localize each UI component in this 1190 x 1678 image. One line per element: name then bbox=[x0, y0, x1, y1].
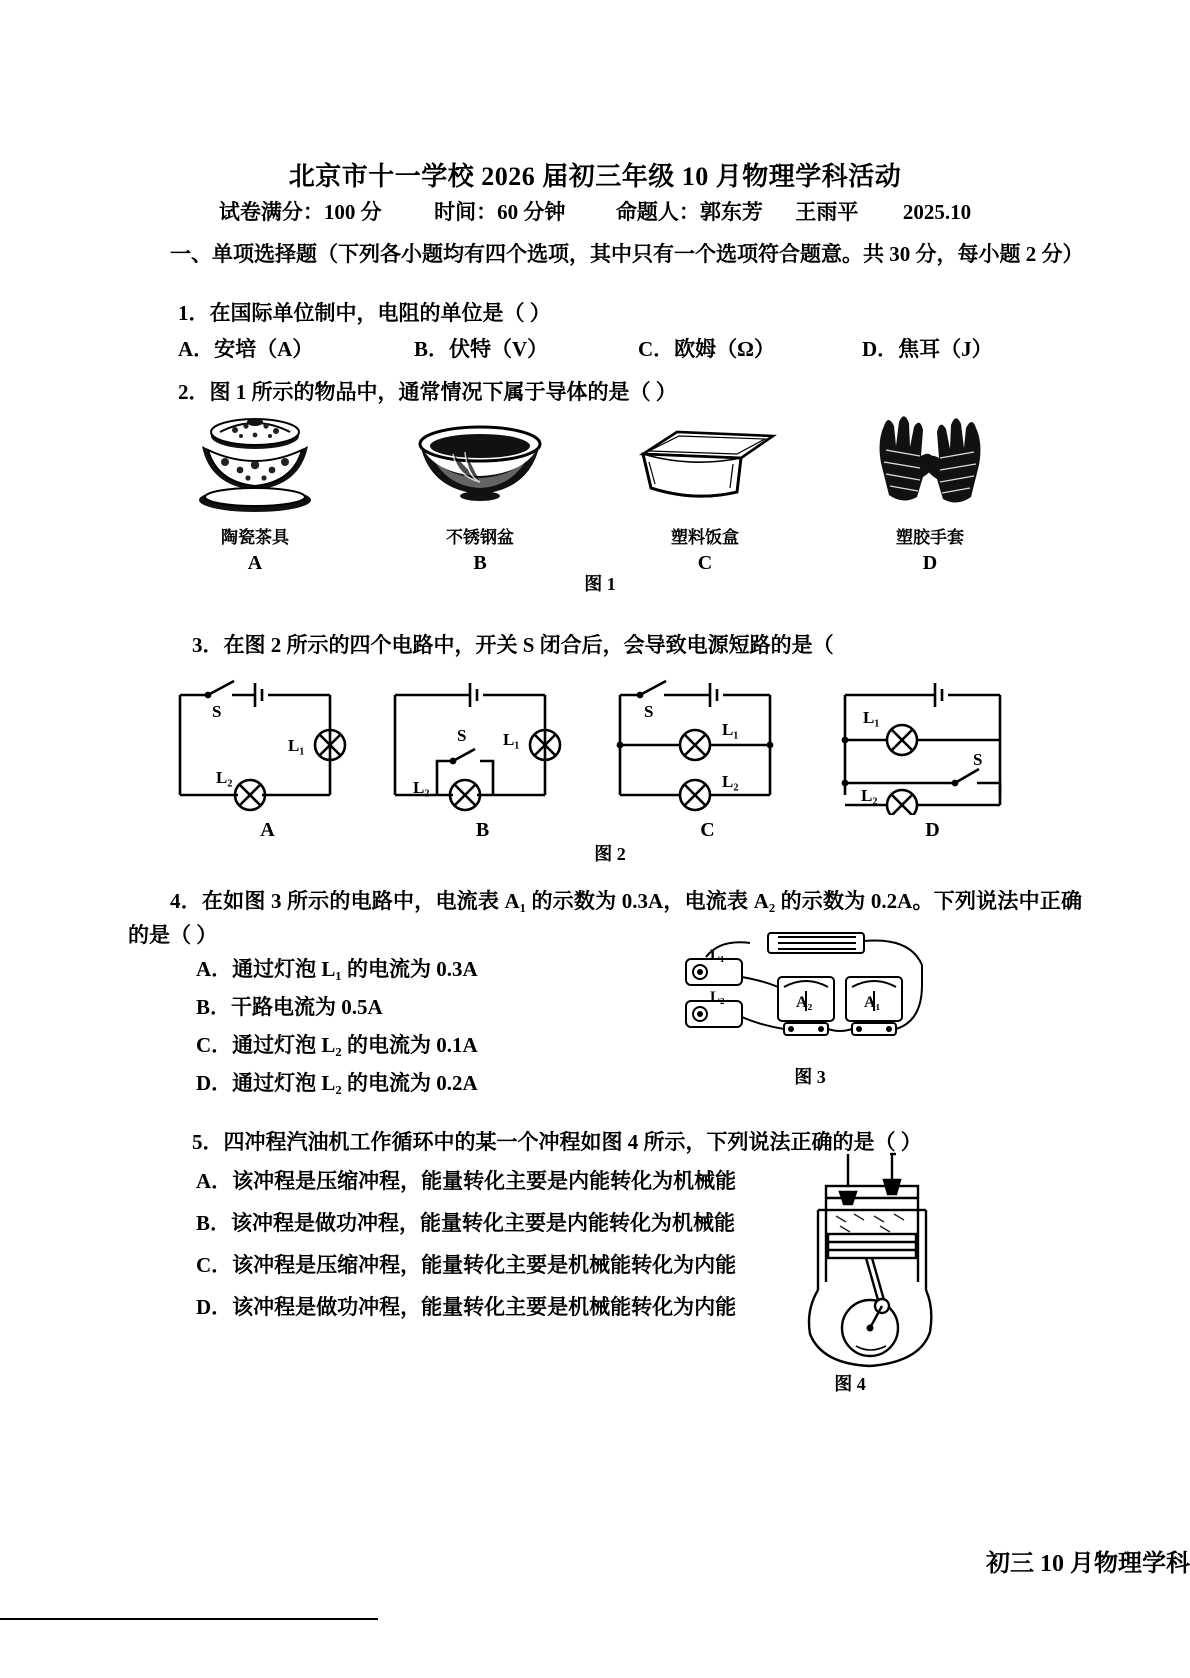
figure-1 bbox=[150, 405, 1050, 600]
question-1-text: 在国际单位制中，电阻的单位是（ ） bbox=[209, 301, 551, 325]
figure-1-label: 图 1 bbox=[584, 574, 616, 594]
figure-4-label: 图 4 bbox=[834, 1374, 866, 1394]
svg-text:A₁: A₁ bbox=[864, 994, 881, 1011]
question-5-text: 四冲程汽油机工作循环中的某一个冲程如图 4 所示，下列说法正确的是（ ） bbox=[223, 1130, 922, 1154]
question-3-stem bbox=[192, 628, 834, 662]
figure-1-item-b bbox=[375, 405, 585, 575]
exam-meta-line bbox=[0, 196, 1190, 226]
figure-2 bbox=[150, 665, 1070, 864]
figure-1-letter-d: D bbox=[922, 552, 938, 574]
figure-1-item-a bbox=[150, 405, 360, 575]
figure-2-letter-b: B bbox=[475, 819, 490, 841]
exam-score-label: 试卷满分：100 分 bbox=[218, 200, 382, 224]
exam-date: 2025.10 bbox=[902, 200, 972, 224]
question-2-stem bbox=[178, 375, 677, 409]
svg-text:L₂: L₂ bbox=[861, 786, 878, 805]
question-1-option-a[interactable]: A．安培（A） bbox=[178, 337, 314, 361]
question-3-number: 3． bbox=[192, 633, 224, 657]
question-2-text: 图 1 所示的物品中，通常情况下属于导体的是（ ） bbox=[209, 380, 677, 404]
figure-2-circuit-b bbox=[375, 665, 590, 842]
steel-basin-icon bbox=[375, 405, 585, 515]
svg-text:L₂: L₂ bbox=[722, 772, 739, 791]
figure-1-caption-c: 塑料饭盒 bbox=[671, 528, 739, 547]
question-4-option-a[interactable]: A．通过灯泡 L₁ 的电流为 0.3A bbox=[196, 957, 478, 981]
exam-author-label: 命题人：郭东芳 bbox=[615, 200, 763, 224]
footer-divider bbox=[0, 1618, 378, 1620]
figure-3-label: 图 3 bbox=[794, 1067, 826, 1087]
svg-text:L₂: L₂ bbox=[413, 778, 430, 797]
figure-1-letter-b: B bbox=[473, 552, 487, 574]
svg-text:L₂: L₂ bbox=[710, 989, 725, 1005]
exam-author2-label: 王雨平 bbox=[795, 200, 859, 224]
figure-2-letter-a: A bbox=[260, 819, 275, 841]
ammeter-circuit-photo bbox=[660, 925, 980, 1070]
engine-cylinder-diagram bbox=[770, 1150, 970, 1375]
svg-text:L₁: L₁ bbox=[503, 730, 520, 749]
svg-text:L₁: L₁ bbox=[722, 720, 739, 739]
section-heading: 一、单项选择题（下列各小题均有四个选项，其中只有一个选项符合题意。共 30 分，每小题 2 分） bbox=[170, 242, 1084, 266]
question-5-option-c[interactable]: C．该冲程是压缩冲程，能量转化主要是机械能转化为内能 bbox=[196, 1253, 737, 1277]
question-4-option-d[interactable]: D．通过灯泡 L₂ 的电流为 0.2A bbox=[196, 1071, 478, 1095]
figure-3 bbox=[660, 925, 1060, 1085]
figure-2-circuit-c bbox=[600, 665, 815, 842]
question-4-options bbox=[196, 950, 478, 1102]
page-footer: 初三 10 月物理学科 bbox=[986, 1551, 1190, 1577]
exam-time-label: 时间：60 分钟 bbox=[434, 200, 566, 224]
question-4-option-b[interactable]: B．干路电流为 0.5A bbox=[196, 995, 383, 1019]
question-4-option-c[interactable]: C．通过灯泡 L₂ 的电流为 0.1A bbox=[196, 1033, 478, 1057]
figure-1-caption-b: 不锈钢盆 bbox=[446, 528, 514, 547]
figure-1-caption-a: 陶瓷茶具 bbox=[221, 528, 289, 547]
question-5-number: 5． bbox=[192, 1130, 224, 1154]
svg-text:L₂: L₂ bbox=[216, 768, 233, 787]
svg-text:S: S bbox=[644, 702, 654, 721]
question-2-number: 2． bbox=[178, 380, 210, 404]
lunchbox-icon bbox=[600, 405, 810, 515]
svg-text:S: S bbox=[973, 750, 983, 769]
figure-2-label: 图 2 bbox=[594, 844, 626, 864]
svg-text:L₁: L₁ bbox=[288, 736, 305, 755]
question-5-options bbox=[196, 1160, 736, 1328]
figure-1-caption-d: 塑胶手套 bbox=[896, 528, 964, 547]
question-1-number: 1． bbox=[178, 301, 210, 325]
question-1-option-d[interactable]: D．焦耳（J） bbox=[862, 337, 993, 361]
figure-1-item-d bbox=[825, 405, 1035, 575]
figure-1-letter-a: A bbox=[247, 552, 263, 574]
question-3-text: 在图 2 所示的四个电路中，开关 S 闭合后，会导致电源短路的是（ bbox=[223, 633, 834, 657]
svg-text:S: S bbox=[212, 702, 222, 721]
figure-2-circuit-a bbox=[160, 665, 375, 842]
question-1-stem bbox=[178, 296, 551, 330]
question-1-option-c[interactable]: C．欧姆（Ω） bbox=[638, 337, 775, 361]
figure-2-letter-d: D bbox=[925, 819, 940, 841]
question-5-option-d[interactable]: D．该冲程是做功冲程，能量转化主要是机械能转化为内能 bbox=[196, 1295, 737, 1319]
question-1-option-b[interactable]: B．伏特（V） bbox=[414, 337, 549, 361]
svg-text:L₁: L₁ bbox=[710, 947, 725, 963]
figure-4 bbox=[770, 1150, 1030, 1380]
question-5-option-a[interactable]: A．该冲程是压缩冲程，能量转化主要是内能转化为机械能 bbox=[196, 1169, 737, 1193]
figure-1-item-c bbox=[600, 405, 810, 575]
svg-text:L₁: L₁ bbox=[863, 708, 880, 727]
page-title: 北京市十一学校 2026 届初三年级 10 月物理学科活动 bbox=[288, 162, 902, 191]
teacup-icon bbox=[150, 405, 360, 515]
figure-2-letter-c: C bbox=[700, 819, 715, 841]
question-4-number: 4． bbox=[170, 889, 202, 913]
svg-text:A₂: A₂ bbox=[796, 994, 813, 1011]
gloves-icon bbox=[825, 405, 1035, 515]
figure-2-circuit-d bbox=[825, 665, 1040, 842]
question-4-text: 在如图 3 所示的电路中，电流表 A₁ 的示数为 0.3A，电流表 A₂ 的示数为 0.2A。下列说法中正确的是（ ） bbox=[128, 889, 1082, 947]
svg-text:S: S bbox=[457, 726, 467, 745]
question-5-option-b[interactable]: B．该冲程是做功冲程，能量转化主要是内能转化为机械能 bbox=[196, 1211, 736, 1235]
figure-1-letter-c: C bbox=[697, 552, 713, 574]
